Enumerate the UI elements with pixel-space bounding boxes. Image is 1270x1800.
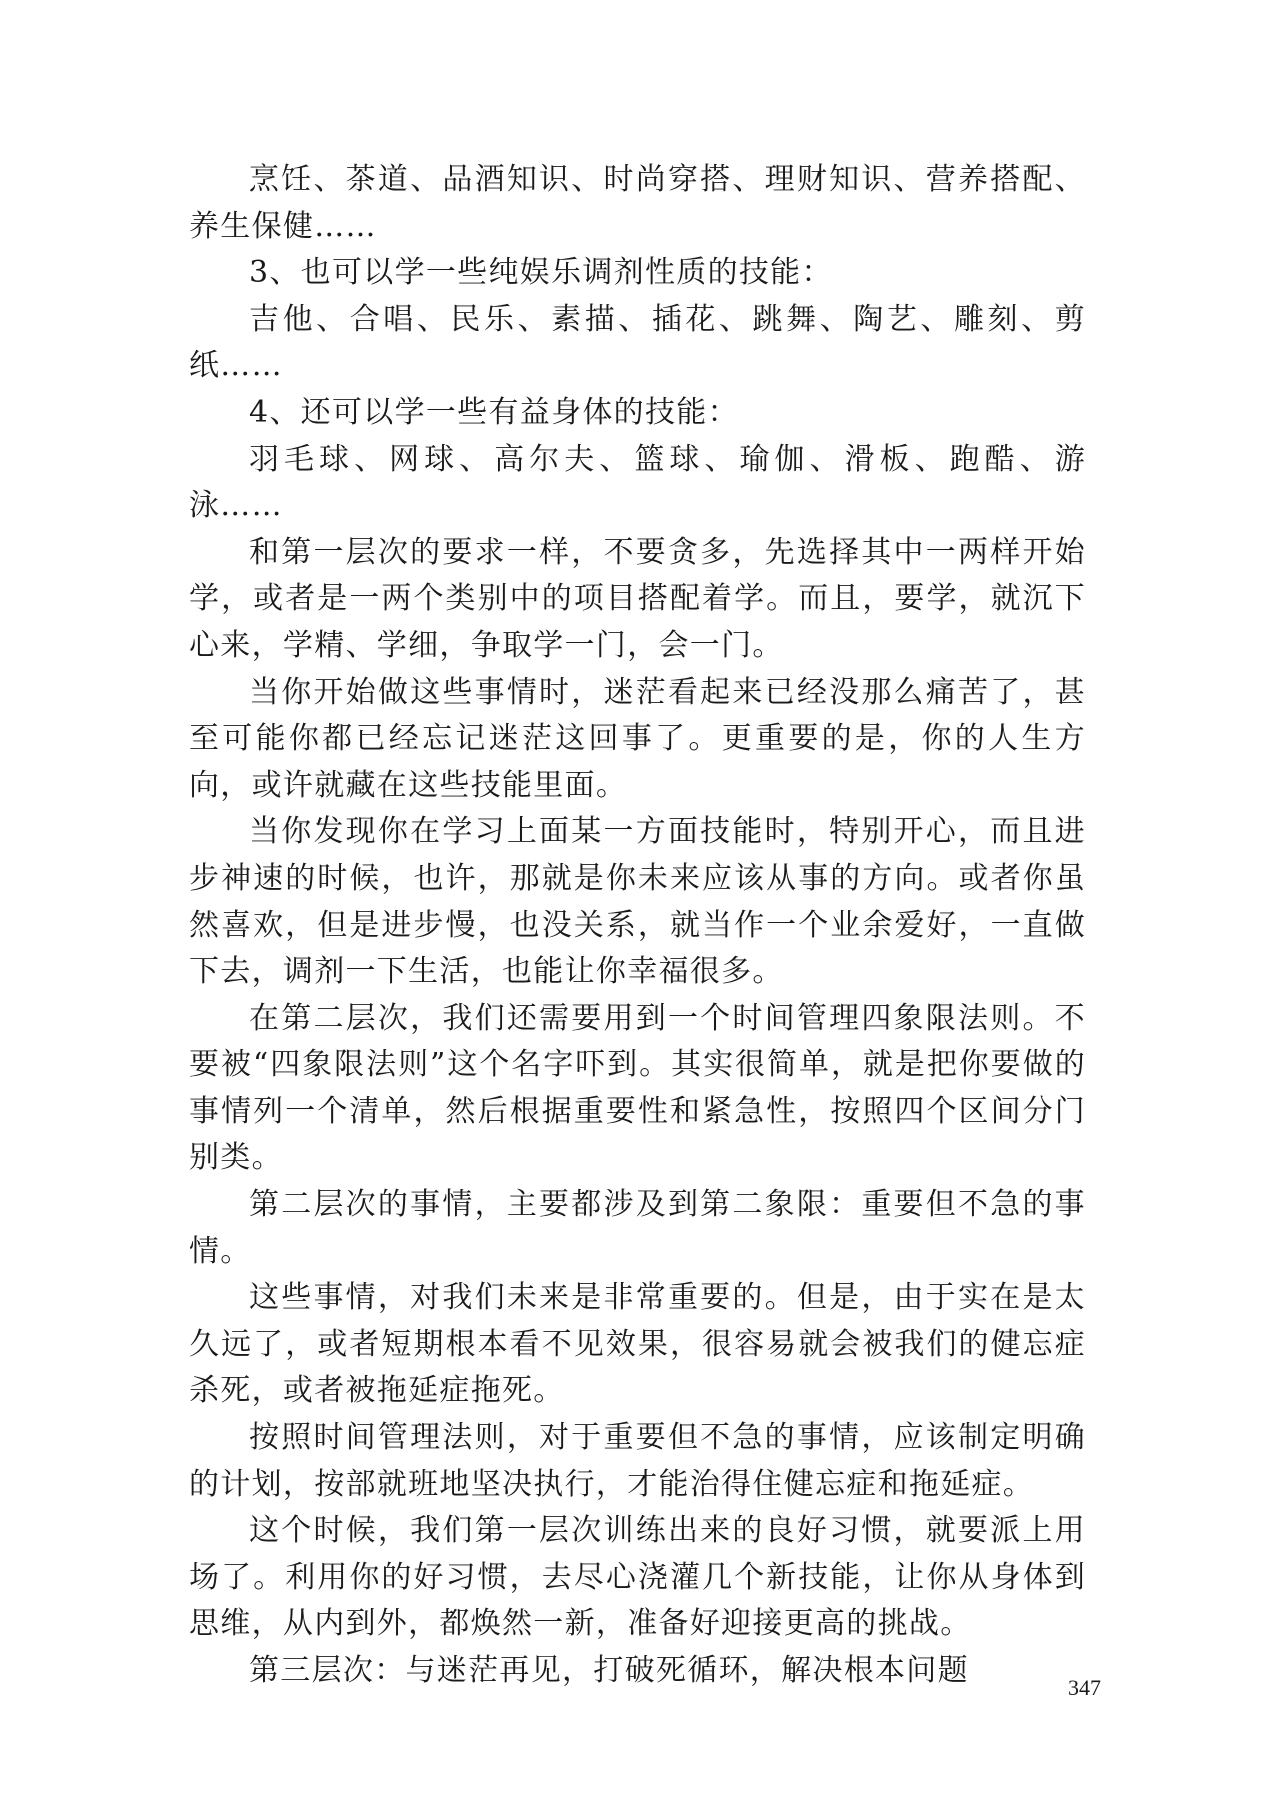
paragraph-10: 第二层次的事情，主要都涉及到第二象限：重要但不急的事情。 xyxy=(189,1187,1086,1269)
paragraph-13: 这个时候，我们第一层次训练出来的良好习惯，就要派上用场了。利用你的好习惯，去尽心浇灌几个新技能，让你从身体到思维，从内到外，都焕然一新，准备好迎接更高的挑战。 xyxy=(189,1513,1086,1642)
paragraph-11: 这些事情，对我们未来是非常重要的。但是，由于实在是太久远了，或者短期根本看不见效果，很容易就会被我们的健忘症杀死，或者被拖延症拖死。 xyxy=(189,1280,1086,1409)
paragraph-9: 在第二层次，我们还需要用到一个时间管理四象限法则。不要被“四象限法则”这个名字吓到。其实很简单，就是把你要做的事情列一个清单，然后根据重要性和紧急性，按照四个区间分门别类。 xyxy=(189,1000,1086,1176)
paragraph-8: 当你发现你在学习上面某一方面技能时，特别开心，而且进步神速的时候，也许，那就是你未来应该从事的方向。或者你虽然喜欢，但是进步慢，也没关系，就当作一个业余爱好，一直做下去，调剂一下生活，也能让你幸福很多。 xyxy=(189,814,1086,990)
paragraph-5: 羽毛球、网球、高尔夫、篮球、瑜伽、滑板、跑酷、游泳…… xyxy=(189,441,1086,524)
paragraph-12: 按照时间管理法则，对于重要但不急的事情，应该制定明确的计划，按部就班地坚决执行，才能治得住健忘症和拖延症。 xyxy=(189,1420,1086,1502)
page-number: 347 xyxy=(1068,1675,1101,1700)
paragraph-6: 和第一层次的要求一样，不要贪多，先选择其中一两样开始学，或者是一两个类别中的项目搭配着学。而且，要学，就沉下心来，学精、学细，争取学一门，会一门。 xyxy=(189,534,1086,663)
paragraph-7: 当你开始做这些事情时，迷茫看起来已经没那么痛苦了，甚至可能你都已经忘记迷茫这回事了。更重要的是，你的人生方向，或许就藏在这些技能里面。 xyxy=(189,674,1086,803)
section-heading-level-3: 第三层次：与迷茫再见，打破死循环，解决根本问题 xyxy=(249,1653,969,1688)
page-body xyxy=(189,157,1086,1695)
paragraph-3: 吉他、合唱、民乐、素描、插花、跳舞、陶艺、雕刻、剪纸…… xyxy=(189,301,1086,384)
paragraph-4: 4、还可以学一些有益身体的技能： xyxy=(249,394,739,430)
paragraph-1: 烹饪、茶道、品酒知识、时尚穿搭、理财知识、营养搭配、养生保健…… xyxy=(189,162,1086,244)
paragraph-2: 3、也可以学一些纯娱乐调剂性质的技能： xyxy=(249,255,833,291)
